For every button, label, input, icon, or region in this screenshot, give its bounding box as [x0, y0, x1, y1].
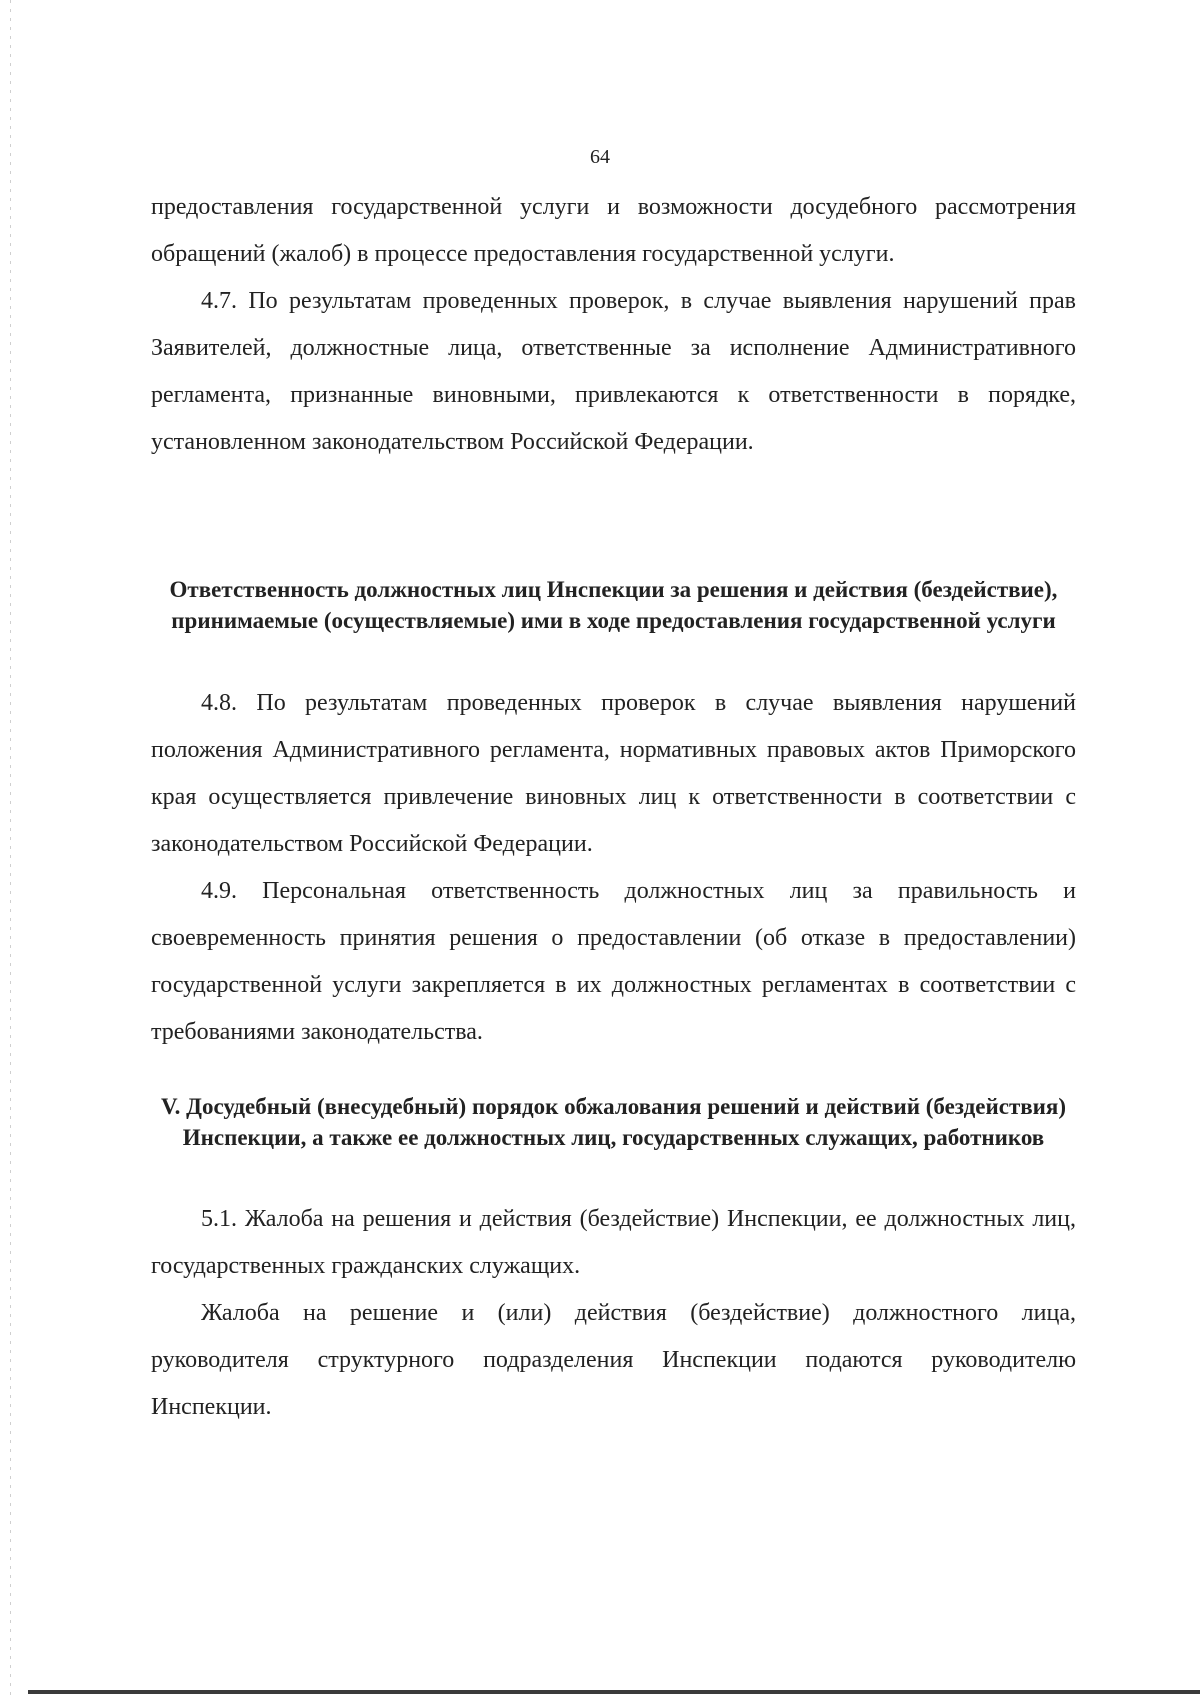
paragraph-4-8: 4.8. По результатам проведенных проверок в случае выявления нарушений положения Административного регламента, нормативных правовых актов Приморского края осуществляется привлечение виновных лиц к ответственности в соответствии с законодательством Российской Федерации.: [151, 690, 1076, 857]
paragraph-complaint: Жалоба на решение и (или) действия (бездействие) должностного лица, руководителя структурного подразделения Инспекции подаются руководителю Инспекции.: [151, 1300, 1076, 1420]
paragraph-4-9: 4.9. Персональная ответственность должностных лиц за правильность и своевременность принятия решения о предоставлении (об отказе в предоставлении) государственной услуги закрепляется в их должностных регламентах в соответствии с требованиями законодательства.: [151, 878, 1076, 1045]
section-4-continuation: [151, 184, 1076, 466]
paragraph-5-1: 5.1. Жалоба на решения и действия (бездействие) Инспекции, ее должностных лиц, государственных гражданских служащих.: [151, 1206, 1076, 1279]
section-v-body: [151, 1196, 1076, 1431]
section-heading-v-appeal: V. Досудебный (внесудебный) порядок обжалования решений и действий (бездействия) Инспекции, а также ее должностных лиц, государственных служащих, работников: [160, 1094, 1067, 1150]
paragraph-4-7: 4.7. По результатам проведенных проверок, в случае выявления нарушений прав Заявителей, должностные лица, ответственные за исполнение Административного регламента, признанные виновными, привлекаются к ответственности в порядке, установленном законодательством Российской Федерации.: [151, 288, 1076, 455]
scan-bottom-edge: [28, 1690, 1200, 1694]
section-heading-responsibility: Ответственность должностных лиц Инспекции за решения и действия (бездействие), принимаемые (осуществляемые) ими в ходе предоставления государственной услуги: [169, 577, 1058, 633]
page-number: 64: [590, 146, 610, 168]
paragraph-continuation: предоставления государственной услуги и возможности досудебного рассмотрения обращений (жалоб) в процессе предоставления государственной услуги.: [151, 194, 1076, 267]
scan-left-edge: [10, 0, 11, 1698]
section-responsibility-body: [151, 680, 1076, 1056]
